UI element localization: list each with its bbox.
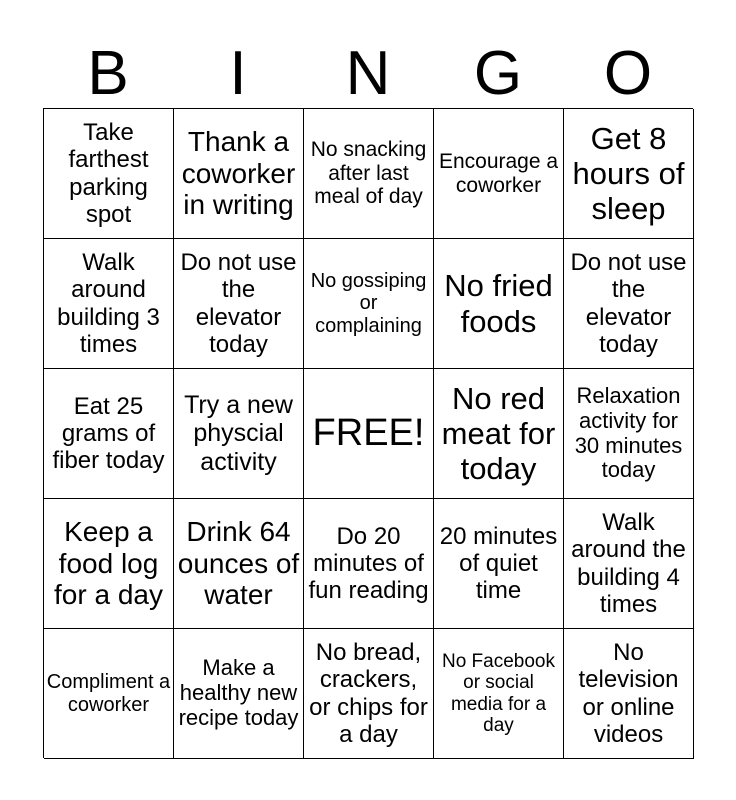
bingo-cell[interactable]: Make a healthy new recipe today [174,629,304,759]
bingo-cell[interactable]: Compliment a coworker [44,629,174,759]
bingo-cell[interactable]: Encourage a coworker [434,109,564,239]
bingo-cell[interactable]: Walk around building 3 times [44,239,174,369]
bingo-cell[interactable]: Do not use the elevator today [564,239,694,369]
header-letter-b: B [87,39,129,108]
bingo-cell[interactable]: No Facebook or social media for a day [434,629,564,759]
header-letter-o: O [603,39,653,108]
bingo-header [43,40,693,108]
bingo-cell[interactable]: No fried foods [434,239,564,369]
bingo-cell[interactable]: No snacking after last meal of day [304,109,434,239]
bingo-cell[interactable]: Thank a coworker in writing [174,109,304,239]
header-letter-g: G [473,39,523,108]
header-letter-i: I [229,39,247,108]
bingo-cell[interactable]: Keep a food log for a day [44,499,174,629]
bingo-cell[interactable]: No gossiping or complaining [304,239,434,369]
free-space[interactable]: FREE! [304,369,434,499]
bingo-cell[interactable]: No red meat for today [434,369,564,499]
bingo-cell[interactable]: Take farthest parking spot [44,109,174,239]
bingo-cell[interactable]: Relaxation activity for 30 minutes today [564,369,694,499]
bingo-cell[interactable]: Do 20 minutes of fun reading [304,499,434,629]
bingo-cell[interactable]: Eat 25 grams of fiber today [44,369,174,499]
bingo-cell[interactable]: Drink 64 ounces of water [174,499,304,629]
header-letter-n: N [345,39,391,108]
bingo-cell[interactable]: Get 8 hours of sleep [564,109,694,239]
bingo-cell[interactable]: Try a new physcial activity [174,369,304,499]
bingo-cell[interactable]: 20 minutes of quiet time [434,499,564,629]
bingo-cell[interactable]: Do not use the elevator today [174,239,304,369]
bingo-cell[interactable]: Walk around the building 4 times [564,499,694,629]
bingo-cell[interactable]: No bread, crackers, or chips for a day [304,629,434,759]
bingo-cell[interactable]: No television or online videos [564,629,694,759]
bingo-card-grid [43,108,693,758]
